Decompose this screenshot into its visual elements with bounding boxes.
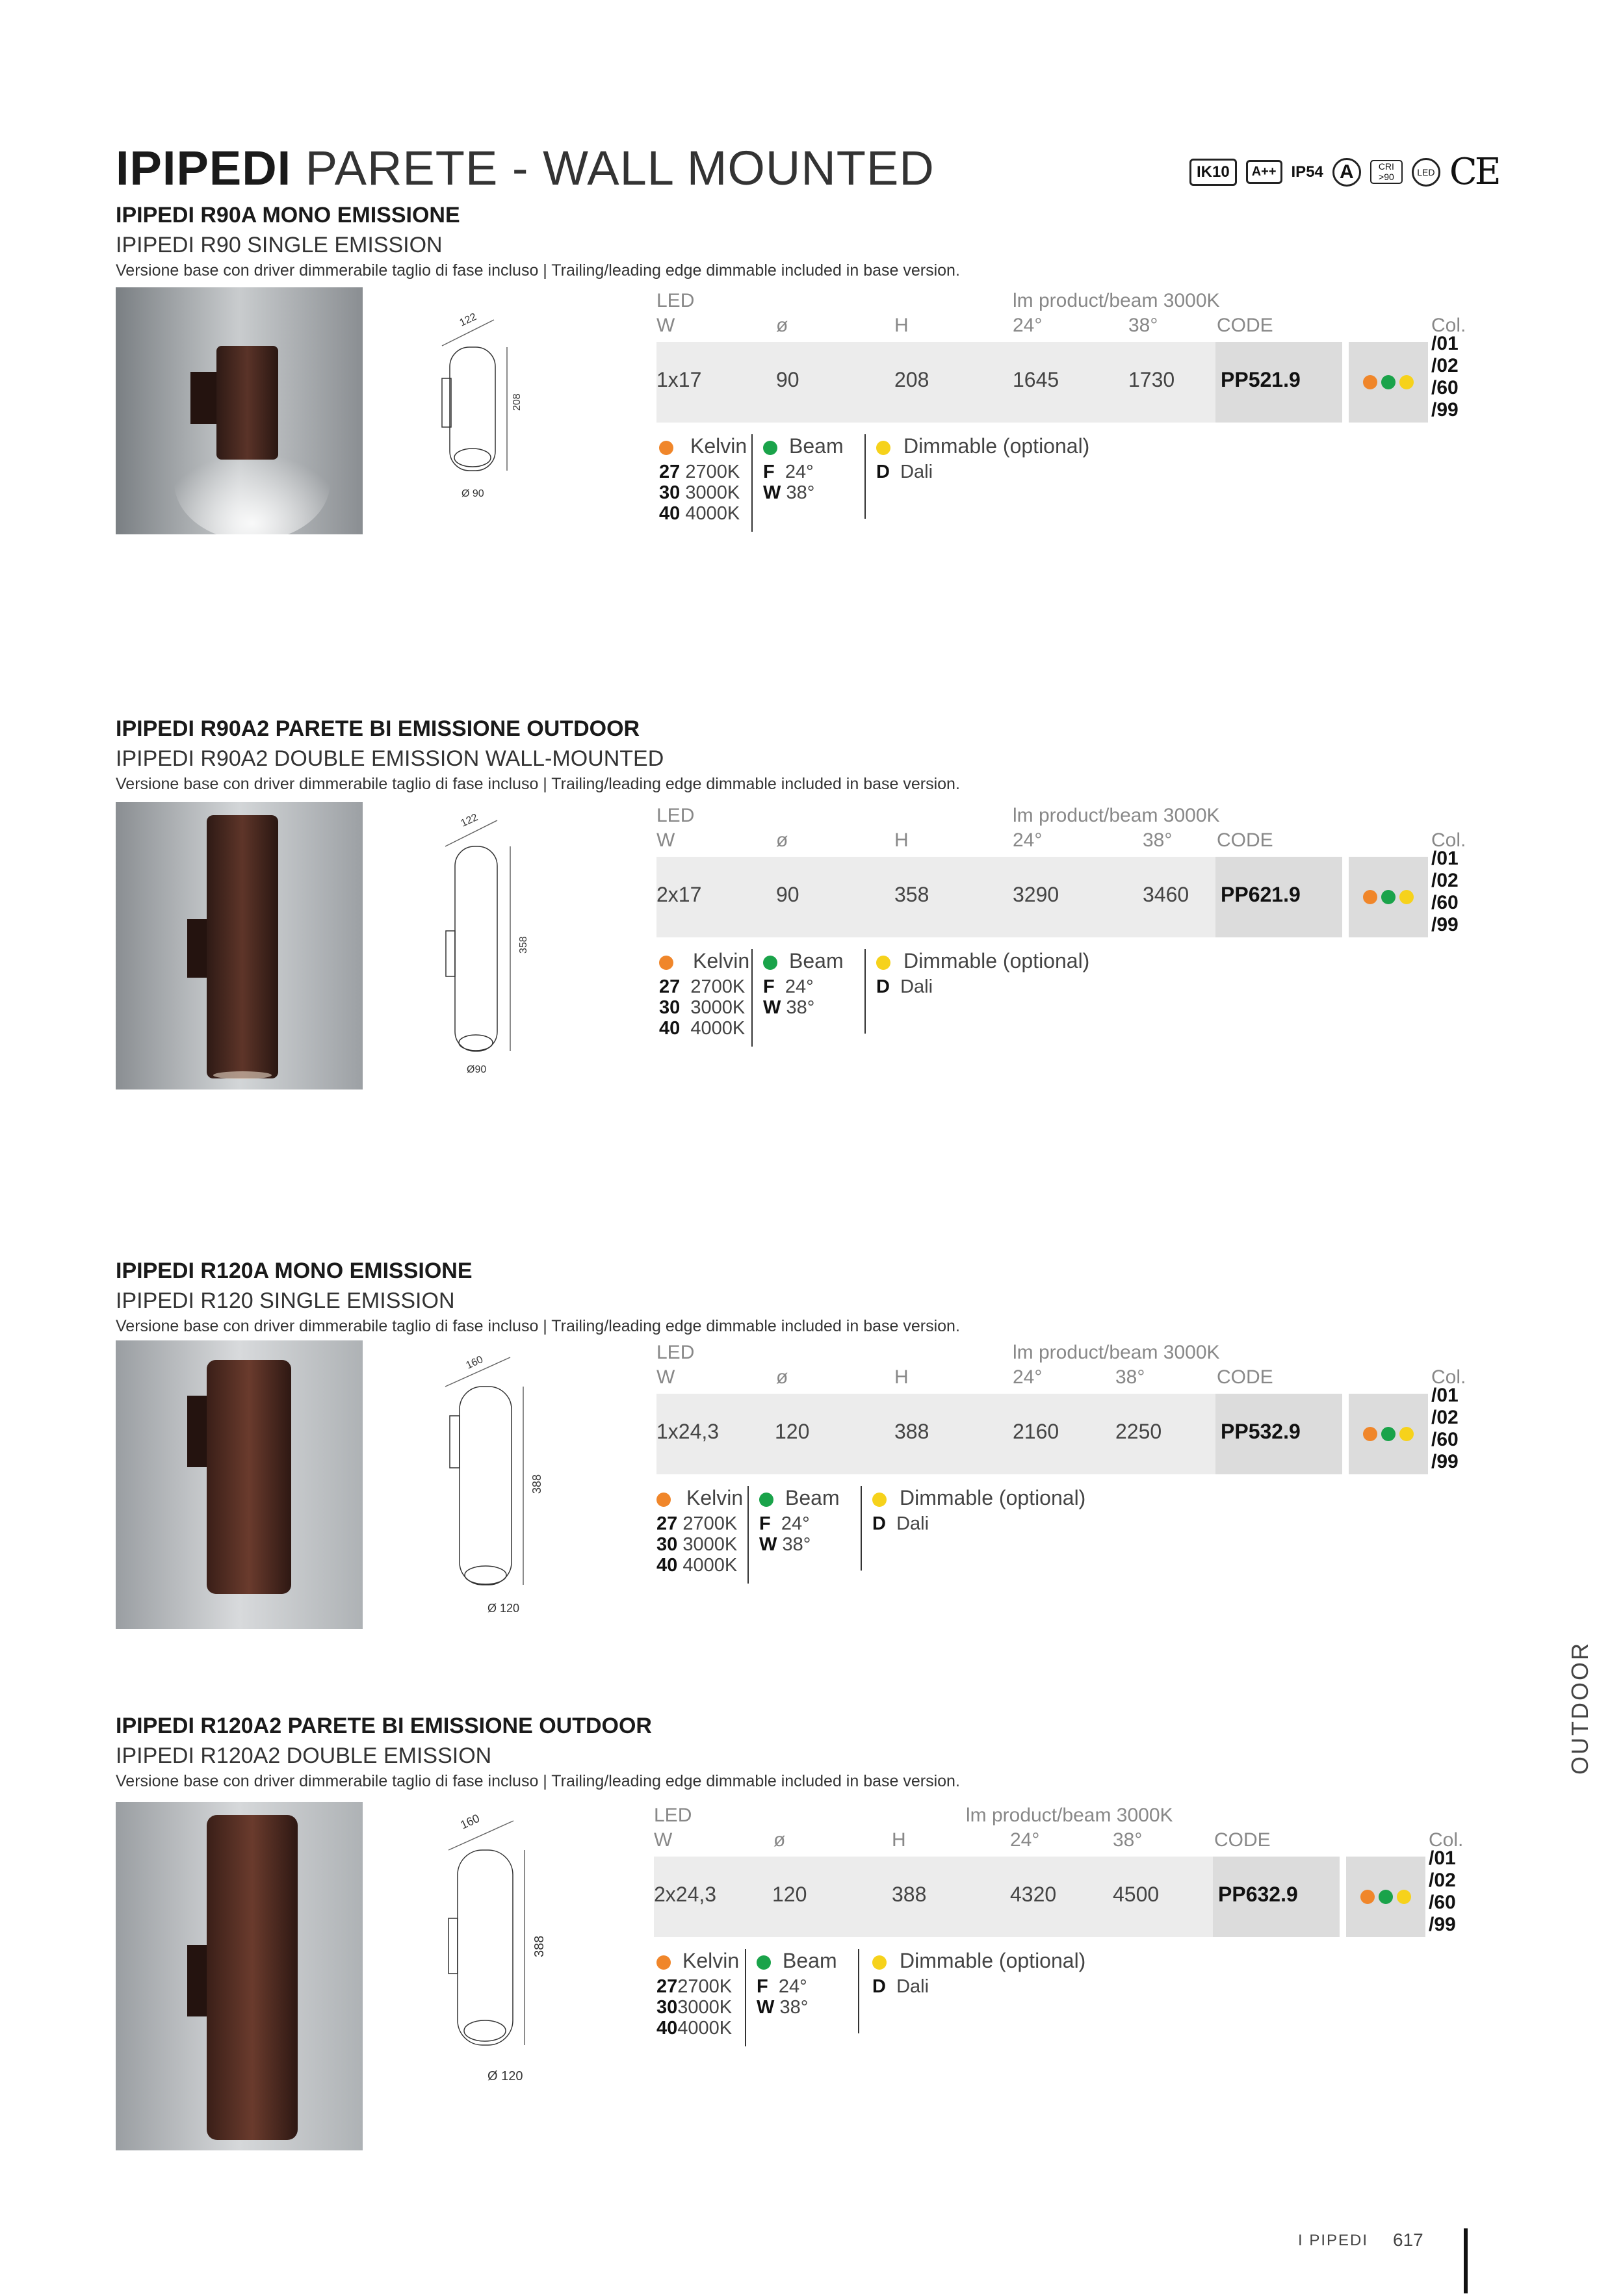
option-dots	[1349, 857, 1428, 937]
kelvin-dot-icon	[1363, 375, 1377, 389]
diameter-dimension-label: Ø 90	[461, 488, 484, 499]
section-subtitle: IPIPEDI R90 SINGLE EMISSION	[116, 233, 443, 257]
diameter-dimension-label: Ø90	[467, 1064, 487, 1075]
kelvin-dot-icon	[659, 956, 673, 970]
kelvin-group: Kelvin 272700K 303000K 404000K	[654, 1949, 746, 2046]
col-colour: Col.	[1431, 315, 1466, 336]
col-beam-38: 38°	[1113, 1829, 1143, 1851]
product-photo	[116, 287, 363, 534]
section-description: Versione base con driver dimmerabile taglio di fase incluso | Trailing/leading edge dimmable included in base version.	[116, 1317, 960, 1335]
options-legend	[654, 1949, 1109, 2046]
table-row	[656, 857, 1215, 937]
cell-height: 388	[892, 1883, 927, 1906]
col-beam-38: 38°	[1115, 1366, 1145, 1388]
cell-lm-38: 1730	[1128, 368, 1175, 391]
certification-badges	[1189, 151, 1499, 193]
width-dimension-label: 122	[458, 311, 478, 329]
spec-table	[656, 1342, 1475, 1478]
spec-table	[654, 1805, 1473, 1941]
led-icon: LED	[1412, 158, 1440, 187]
height-dimension-label: 208	[512, 393, 523, 411]
ip54-badge: IP54	[1291, 163, 1323, 181]
beam-group: Beam F 24° W 38°	[760, 434, 866, 519]
section-title: IPIPEDI R120A MONO EMISSIONE	[116, 1259, 473, 1283]
col-height: H	[894, 1366, 909, 1388]
cell-lm-38: 3460	[1143, 883, 1189, 906]
col-watt: W	[656, 315, 675, 336]
col-diameter: ø	[776, 315, 788, 336]
beam-dot-icon	[763, 956, 777, 970]
diameter-dimension-label: Ø 120	[487, 2069, 523, 2083]
dimmable-dot-icon	[872, 1493, 887, 1507]
height-dimension-label: 388	[530, 1474, 543, 1494]
section-subtitle: IPIPEDI R120 SINGLE EMISSION	[116, 1288, 455, 1313]
led-label: LED	[656, 290, 695, 311]
col-colour: Col.	[1429, 1829, 1464, 1851]
option-dots	[1349, 1394, 1428, 1474]
colour-codes: /01 /02 /60 /99	[1431, 1385, 1459, 1472]
col-code: CODE	[1217, 1366, 1273, 1388]
section-description: Versione base con driver dimmerabile taglio di fase incluso | Trailing/leading edge dimmable included in base version.	[116, 1772, 960, 1790]
kelvin-group: Kelvin 27 2700K 30 3000K 40 4000K	[656, 434, 753, 532]
option-dots	[1349, 342, 1428, 423]
col-beam-38: 38°	[1128, 315, 1158, 336]
cell-lm-38: 4500	[1113, 1883, 1160, 1906]
col-beam-24: 24°	[1013, 315, 1043, 336]
ik10-badge: IK10	[1189, 159, 1237, 186]
beam-dot-icon	[1381, 375, 1396, 389]
options-legend	[656, 434, 1111, 532]
dimmable-dot-icon	[1397, 1890, 1411, 1904]
cell-watt: 2x24,3	[654, 1883, 717, 1906]
led-label: LED	[656, 1342, 695, 1363]
col-height: H	[894, 829, 909, 851]
product-photo	[116, 1340, 363, 1629]
technical-drawing	[416, 307, 585, 502]
diameter-dimension-label: Ø 120	[487, 1602, 520, 1615]
dimmable-group: Dimmable (optional) D Dali	[876, 949, 1090, 997]
col-diameter: ø	[776, 829, 788, 851]
dimmable-group: Dimmable (optional) D Dali	[872, 1949, 1086, 1997]
cell-watt: 1x24,3	[656, 1420, 720, 1443]
lumen-label: lm product/beam 3000K	[1013, 1342, 1220, 1363]
section-title: IPIPEDI R90A2 PARETE BI EMISSIONE OUTDOOR	[116, 716, 640, 741]
kelvin-dot-icon	[1363, 890, 1377, 904]
col-code: CODE	[1217, 315, 1273, 336]
col-colour: Col.	[1431, 829, 1466, 851]
options-legend	[656, 949, 1111, 1047]
cell-diameter: 90	[776, 368, 799, 391]
beam-dot-icon	[1379, 1890, 1393, 1904]
product-photo	[116, 1802, 363, 2150]
col-code: CODE	[1214, 1829, 1271, 1851]
page-number: 617	[1393, 2230, 1423, 2250]
col-diameter: ø	[776, 1366, 788, 1388]
dimmable-dot-icon	[1399, 890, 1414, 904]
footer-divider	[1464, 2228, 1468, 2293]
cell-lm-24: 4320	[1010, 1883, 1057, 1906]
colour-codes: /01 /02 /60 /99	[1429, 1847, 1456, 1935]
beam-dot-icon	[757, 1955, 771, 1970]
col-height: H	[894, 315, 909, 336]
footer-collection-name: I PIPEDI	[1298, 2232, 1369, 2249]
title-rest: PARETE - WALL MOUNTED	[305, 141, 935, 195]
kelvin-dot-icon	[659, 441, 673, 455]
product-code: PP632.9	[1218, 1883, 1298, 1906]
option-dots	[1346, 1857, 1425, 1937]
col-colour: Col.	[1431, 1366, 1466, 1388]
width-dimension-label: 160	[458, 1811, 482, 1832]
height-dimension-label: 388	[532, 1935, 547, 1957]
colour-codes: /01 /02 /60 /99	[1431, 848, 1459, 935]
beam-group: Beam F 24° W 38°	[760, 949, 866, 1034]
product-code: PP621.9	[1221, 883, 1301, 906]
lumen-label: lm product/beam 3000K	[1013, 805, 1220, 826]
product-section-r120a2	[0, 1714, 1623, 2156]
colour-codes: /01 /02 /60 /99	[1431, 333, 1459, 421]
section-subtitle: IPIPEDI R120A2 DOUBLE EMISSION	[116, 1743, 492, 1768]
col-watt: W	[654, 1829, 673, 1851]
col-height: H	[892, 1829, 906, 1851]
class-a-icon: A	[1332, 158, 1361, 187]
section-description: Versione base con driver dimmerabile taglio di fase incluso | Trailing/leading edge dimmable included in base version.	[116, 775, 960, 793]
dimmable-dot-icon	[1399, 375, 1414, 389]
lumen-label: lm product/beam 3000K	[966, 1805, 1173, 1826]
cell-height: 388	[894, 1420, 929, 1443]
product-section-r120a	[0, 1259, 1623, 1636]
col-diameter: ø	[773, 1829, 786, 1851]
led-label: LED	[654, 1805, 692, 1826]
dimmable-dot-icon	[876, 956, 890, 970]
product-section-r90a	[0, 203, 1623, 541]
beam-group: Beam F 24° W 38°	[754, 1949, 859, 2033]
kelvin-dot-icon	[656, 1955, 671, 1970]
kelvin-dot-icon	[1360, 1890, 1375, 1904]
beam-dot-icon	[759, 1493, 773, 1507]
height-dimension-label: 358	[518, 936, 529, 954]
width-dimension-label: 160	[464, 1353, 485, 1372]
col-code: CODE	[1217, 829, 1273, 851]
title-brand: IPIPEDI	[116, 141, 292, 195]
col-beam-24: 24°	[1013, 1366, 1043, 1388]
cri-badge: CRI >90	[1370, 160, 1403, 184]
beam-dot-icon	[763, 441, 777, 455]
options-legend	[656, 1486, 1111, 1584]
cell-height: 208	[894, 368, 929, 391]
ce-mark-icon: CE	[1449, 151, 1499, 193]
col-beam-38: 38°	[1143, 829, 1173, 851]
page-title	[116, 141, 935, 195]
dimmable-group: Dimmable (optional) D Dali	[876, 434, 1090, 482]
kelvin-dot-icon	[1363, 1427, 1377, 1441]
kelvin-group: Kelvin 27 2700K 30 3000K 40 4000K	[656, 1486, 749, 1584]
dimmable-dot-icon	[872, 1955, 887, 1970]
cell-diameter: 90	[776, 883, 799, 906]
beam-dot-icon	[1381, 890, 1396, 904]
cell-lm-24: 1645	[1013, 368, 1059, 391]
col-watt: W	[656, 829, 675, 851]
dimmable-group: Dimmable (optional) D Dali	[872, 1486, 1086, 1534]
width-dimension-label: 122	[459, 811, 480, 829]
col-beam-24: 24°	[1013, 829, 1043, 851]
product-section-r90a2	[0, 716, 1623, 1106]
col-watt: W	[656, 1366, 675, 1388]
spec-table	[656, 290, 1475, 426]
col-beam-24: 24°	[1010, 1829, 1040, 1851]
product-photo	[116, 802, 363, 1089]
beam-group: Beam F 24° W 38°	[757, 1486, 862, 1571]
lumen-label: lm product/beam 3000K	[1013, 290, 1220, 311]
technical-drawing	[416, 807, 585, 1080]
product-code: PP532.9	[1221, 1420, 1301, 1443]
dimmable-dot-icon	[1399, 1427, 1414, 1441]
side-tab-outdoor: OUTDOOR	[1566, 1641, 1593, 1775]
section-subtitle: IPIPEDI R90A2 DOUBLE EMISSION WALL-MOUNTED	[116, 746, 664, 771]
spec-table	[656, 805, 1475, 941]
energy-class-badge: A++	[1246, 160, 1282, 184]
cell-watt: 2x17	[656, 883, 702, 906]
kelvin-dot-icon	[656, 1493, 671, 1507]
led-label: LED	[656, 805, 695, 826]
beam-dot-icon	[1381, 1427, 1396, 1441]
cell-height: 358	[894, 883, 929, 906]
cell-lm-38: 2250	[1115, 1420, 1162, 1443]
dimmable-dot-icon	[876, 441, 890, 455]
product-code: PP521.9	[1221, 368, 1301, 391]
technical-drawing	[416, 1344, 585, 1617]
cell-watt: 1x17	[656, 368, 702, 391]
cell-diameter: 120	[775, 1420, 810, 1443]
kelvin-group: Kelvin 27 2700K 30 3000K 40 4000K	[656, 949, 753, 1047]
section-title: IPIPEDI R90A MONO EMISSIONE	[116, 203, 460, 228]
cell-diameter: 120	[772, 1883, 807, 1906]
section-title: IPIPEDI R120A2 PARETE BI EMISSIONE OUTDOOR	[116, 1714, 652, 1738]
technical-drawing	[416, 1805, 585, 2084]
cell-lm-24: 3290	[1013, 883, 1059, 906]
cell-lm-24: 2160	[1013, 1420, 1059, 1443]
section-description: Versione base con driver dimmerabile taglio di fase incluso | Trailing/leading edge dimmable included in base version.	[116, 261, 960, 280]
